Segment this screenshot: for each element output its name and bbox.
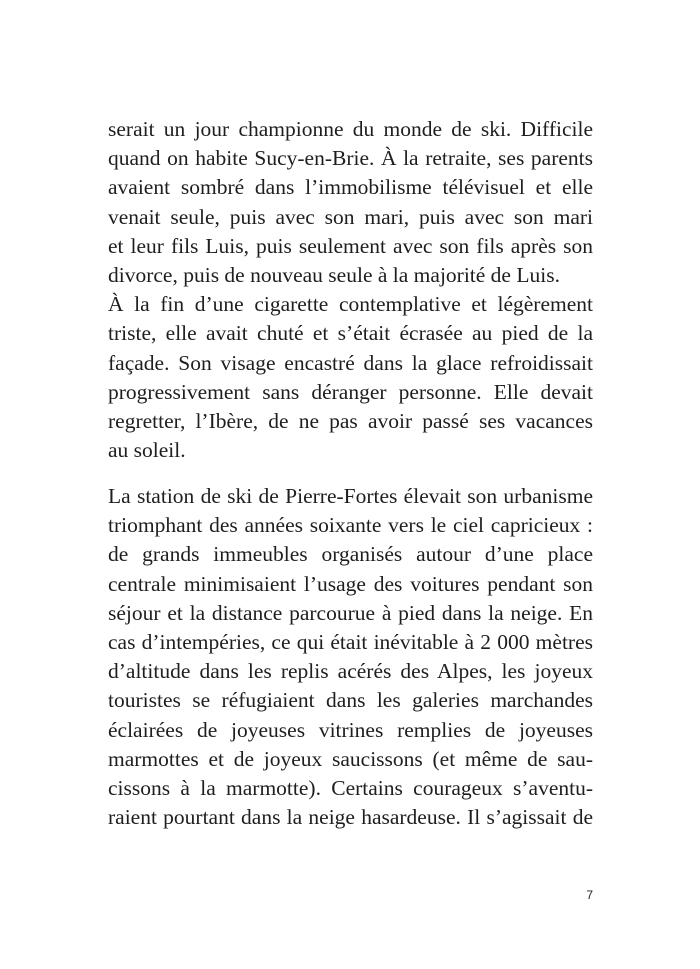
text-line: venait seule, puis avec son mari, puis avec son mari (108, 204, 593, 229)
text-line: triomphant des années soixante vers le ciel capricieux : (108, 513, 593, 538)
text-line: regretter, l’Ibère, de ne pas avoir passé ses vacances (108, 408, 593, 433)
text-line: cas d’intempéries, ce qui était inévitable à 2 000 mètres (108, 629, 593, 654)
paragraph-2 (108, 482, 593, 832)
text-line: au soleil. (108, 438, 186, 463)
text-line: triste, elle avait chuté et s’était écrasée au pied de la (108, 321, 593, 346)
text-line: divorce, puis de nouveau seule à la majorité de Luis. (108, 262, 560, 287)
text-line: séjour et la distance parcourue à pied dans la neige. En (108, 600, 593, 625)
text-line: raient pourtant dans la neige hasardeuse. Il s’agissait de (108, 805, 593, 830)
text-line: de grands immeubles organisés autour d’une place (108, 542, 593, 567)
text-line: À la fin d’une cigarette contemplative et légèrement (108, 292, 593, 317)
text-line: éclairées de joyeuses vitrines remplies de joyeuses (108, 717, 593, 742)
text-line: d’altitude dans les replis acérés des Alpes, les joyeux (108, 659, 593, 684)
page-number: 7 (586, 888, 593, 902)
text-line: avaient sombré dans l’immobilisme télévisuel et elle (108, 175, 593, 200)
text-line: La station de ski de Pierre-Fortes élevait son urbanisme (108, 484, 593, 508)
text-line: façade. Son visage encastré dans la glace refroidissait (108, 350, 593, 375)
text-line: progressivement sans déranger personne. Elle devait (108, 379, 593, 404)
text-line: centrale minimisaient l’usage des voitures pendant son (108, 571, 593, 596)
paragraph-1 (108, 115, 593, 465)
text-line: serait un jour championne du monde de ski. Difficile (108, 117, 593, 141)
text-line: touristes se réfugiaient dans les galeries marchandes (108, 688, 593, 713)
text-line: cissons à la marmotte). Certains courageux s’aventu- (108, 775, 593, 800)
text-line: quand on habite Sucy-en-Brie. À la retraite, ses parents (108, 146, 593, 171)
text-line: marmottes et de joyeux saucissons (et même de sau- (108, 746, 593, 771)
text-line: et leur fils Luis, puis seulement avec son fils après son (108, 233, 593, 258)
